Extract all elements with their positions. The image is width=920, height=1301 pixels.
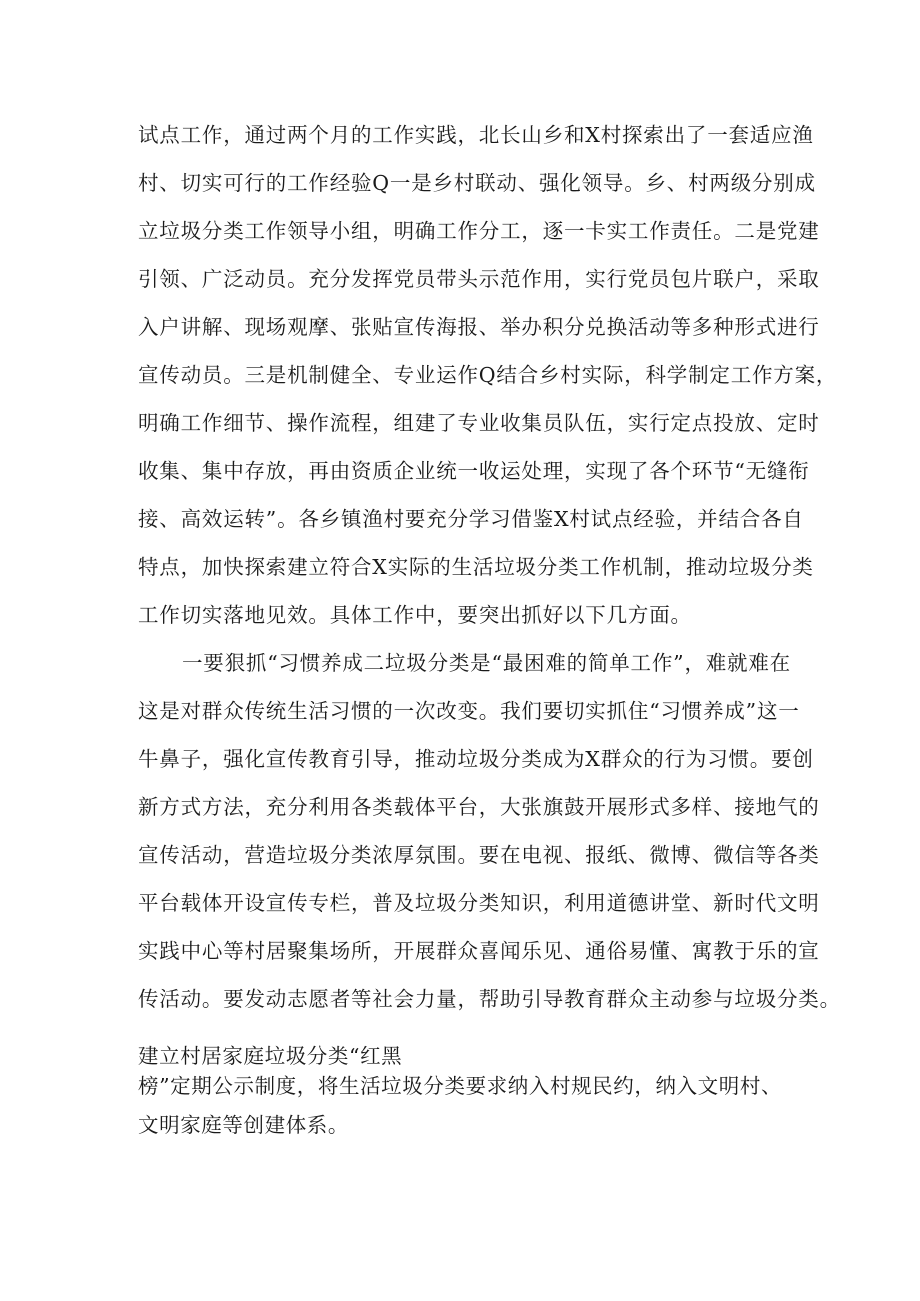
paragraph-line: 文明家庭等创建体系。 [138,1113,349,1137]
paragraph-line: 接、高效运转”。各乡镇渔村要充分学习借鉴X村试点经验，并结合各自 [138,507,804,531]
paragraph-line: 宣传动员。三是机制健全、专业运作Q结合乡村实际，科学制定工作方案， [138,363,838,387]
paragraph-line: 特点，加快探索建立符合X实际的生活垃圾分类工作机制，推动垃圾分类 [138,555,814,579]
paragraph-line: 工作切实落地见效。具体工作中，要突出抓好以下几方面。 [138,603,692,627]
paragraph-line: 新方式方法，充分利用各类载体平台，大张旗鼓开展形式多样、接地气的 [138,795,820,819]
paragraph-line: 收集、集中存放，再由资质企业统一收运处理，实现了各个环节“无缝衔 [138,459,810,483]
paragraph-line: 传活动。要发动志愿者等社会力量，帮助引导教育群众主动参与垃圾分类。 [138,987,841,1011]
paragraph-line: 宣传活动，营造垃圾分类浓厚氛围。要在电视、报纸、微博、微信等各类 [138,843,820,867]
paragraph-line: 一要狠抓“习惯养成二垃圾分类是“最困难的简单工作”，难就难在 [182,651,791,675]
paragraph-line: 村、切实可行的工作经验Q一是乡村联动、强化领导。乡、村两级分别成 [138,171,816,195]
paragraph-line: 建立村居家庭垃圾分类“红黑 [138,1044,403,1068]
paragraph-line: 入户讲解、现场观摩、张贴宣传海报、举办积分兑换活动等多种形式进行 [138,315,820,339]
paragraph-line: 实践中心等村居聚集场所，开展群众喜闻乐见、通俗易懂、寓教于乐的宣 [138,939,820,963]
paragraph-line: 平台载体开设宣传专栏，普及垃圾分类知识，利用道德讲堂、新时代文明 [138,891,820,915]
paragraph-line: 这是对群众传统生活习惯的一次改变。我们要切实抓住“习惯养成”这一 [138,699,800,723]
paragraph-line: 引领、广泛动员。充分发挥党员带头示范作用，实行党员包片联户，采取 [138,267,820,291]
paragraph-line: 榜”定期公示制度，将生活垃圾分类要求纳入村规民约，纳入文明村、 [138,1074,783,1098]
paragraph-line: 牛鼻子，强化宣传教育引导，推动垃圾分类成为X群众的行为习惯。要创 [138,747,814,771]
paragraph-line: 立垃圾分类工作领导小组，明确工作分工，逐一卡实工作责任。二是党建 [138,219,820,243]
document-body [138,111,841,1023]
paragraph-line: 试点工作，通过两个月的工作实践，北长山乡和X村探索出了一套适应渔 [138,123,814,147]
paragraph-line: 明确工作细节、操作流程，组建了专业收集员队伍，实行定点投放、定时 [138,411,820,435]
